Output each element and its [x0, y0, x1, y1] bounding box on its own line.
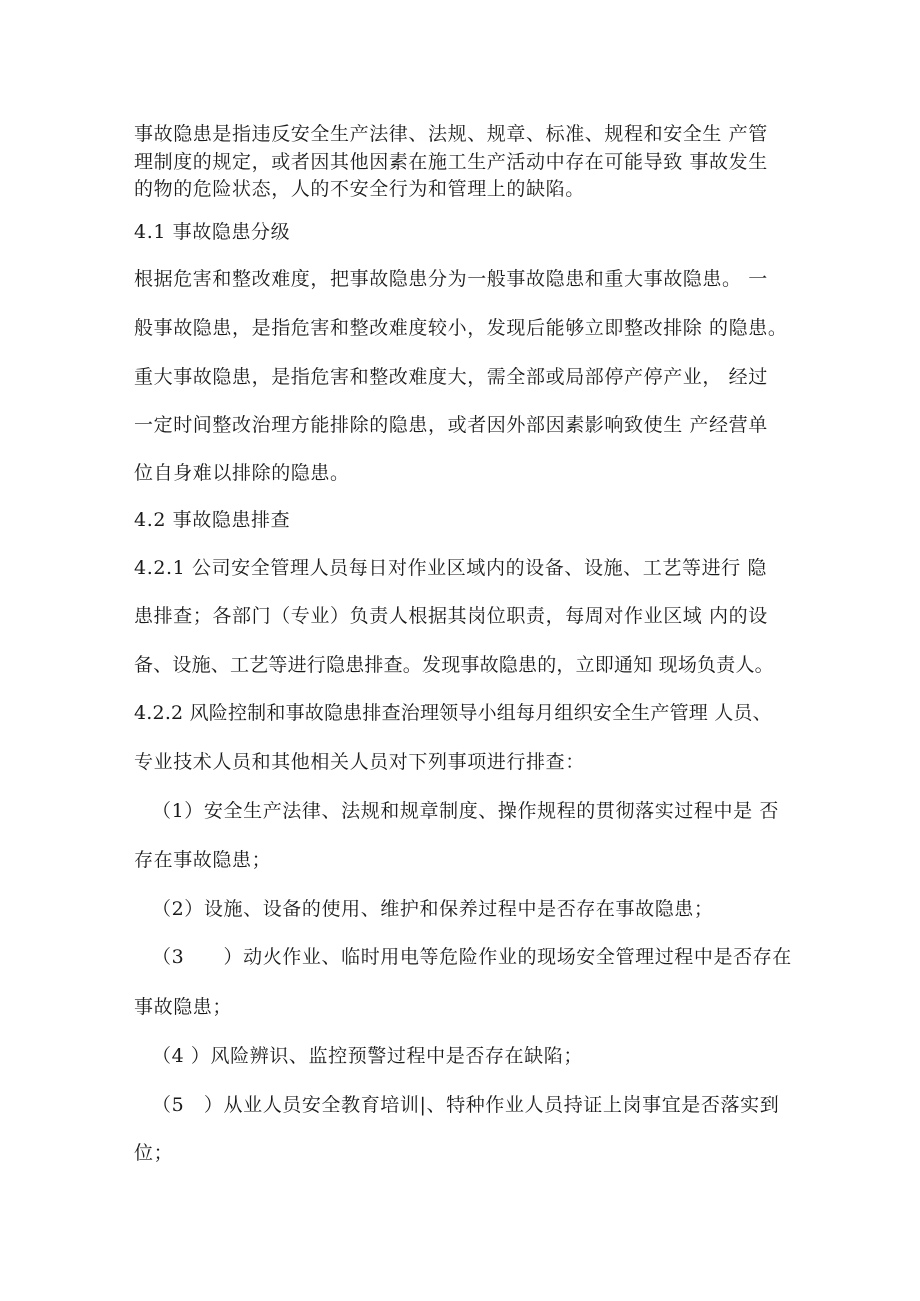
- paragraph-line: 患排查；各部门（专业）负责人根据其岗位职责，每周对作业区域 内的设: [134, 605, 768, 627]
- list-item-line: 存在事故隐患；: [134, 849, 272, 871]
- list-item-line: （3 ）动火作业、临时用电等危险作业的现场安全管理过程中是否存在: [152, 946, 792, 968]
- section-heading: 4.1 事故隐患分级: [134, 221, 291, 243]
- paragraph-line: 根据危害和整改难度，把事故隐患分为一般事故隐患和重大事故隐患。 一: [134, 268, 768, 290]
- paragraph-line: 般事故隐患，是指危害和整改难度较小，发现后能够立即整改排除 的隐患。: [134, 317, 788, 339]
- paragraph-line: 事故隐患是指违反安全生产法律、法规、规章、标准、规程和安全生 产管: [134, 123, 768, 145]
- paragraph-line: 重大事故隐患，是指危害和整改难度大，需全部或局部停产停产业， 经过: [134, 366, 768, 388]
- paragraph-line: 4.2.2 风险控制和事故隐患排查治理领导小组每月组织安全生产管理 人员、: [134, 702, 772, 724]
- list-item-line: （5 ）从业人员安全教育培训|、特种作业人员持证上岗事宜是否落实到: [152, 1094, 780, 1116]
- section-heading: 4.2 事故隐患排查: [134, 509, 291, 531]
- paragraph-line: 备、设施、工艺等进行隐患排查。发现事故隐患的，立即通知 现场负责人。: [134, 654, 774, 676]
- list-item-line: 事故隐患；: [134, 996, 233, 1018]
- paragraph-line: 4.2.1 公司安全管理人员每日对作业区域内的设备、设施、工艺等进行 隐: [134, 557, 768, 579]
- list-item-line: （1）安全生产法律、法规和规章制度、操作规程的贯彻落实过程中是 否: [152, 800, 779, 822]
- paragraph-line: 理制度的规定，或者因其他因素在施工生产活动中存在可能导致 事故发生: [134, 151, 768, 173]
- paragraph-line: 位自身难以排除的隐患。: [134, 462, 350, 484]
- list-item-line: （2）设施、设备的使用、维护和保养过程中是否存在事故隐患；: [152, 898, 714, 920]
- paragraph-line: 一定时间整改治理方能排除的隐患，或者因外部因素影响致使生 产经营单: [134, 414, 768, 436]
- list-item-line: 位；: [134, 1142, 174, 1164]
- paragraph-line: 的物的危险状态，人的不安全行为和管理上的缺陷。: [134, 178, 585, 200]
- list-item-line: （4 ）风险辨识、监控预警过程中是否存在缺陷；: [152, 1045, 583, 1067]
- paragraph-line: 专业技术人员和其他相关人员对下列事项进行排查：: [134, 751, 585, 773]
